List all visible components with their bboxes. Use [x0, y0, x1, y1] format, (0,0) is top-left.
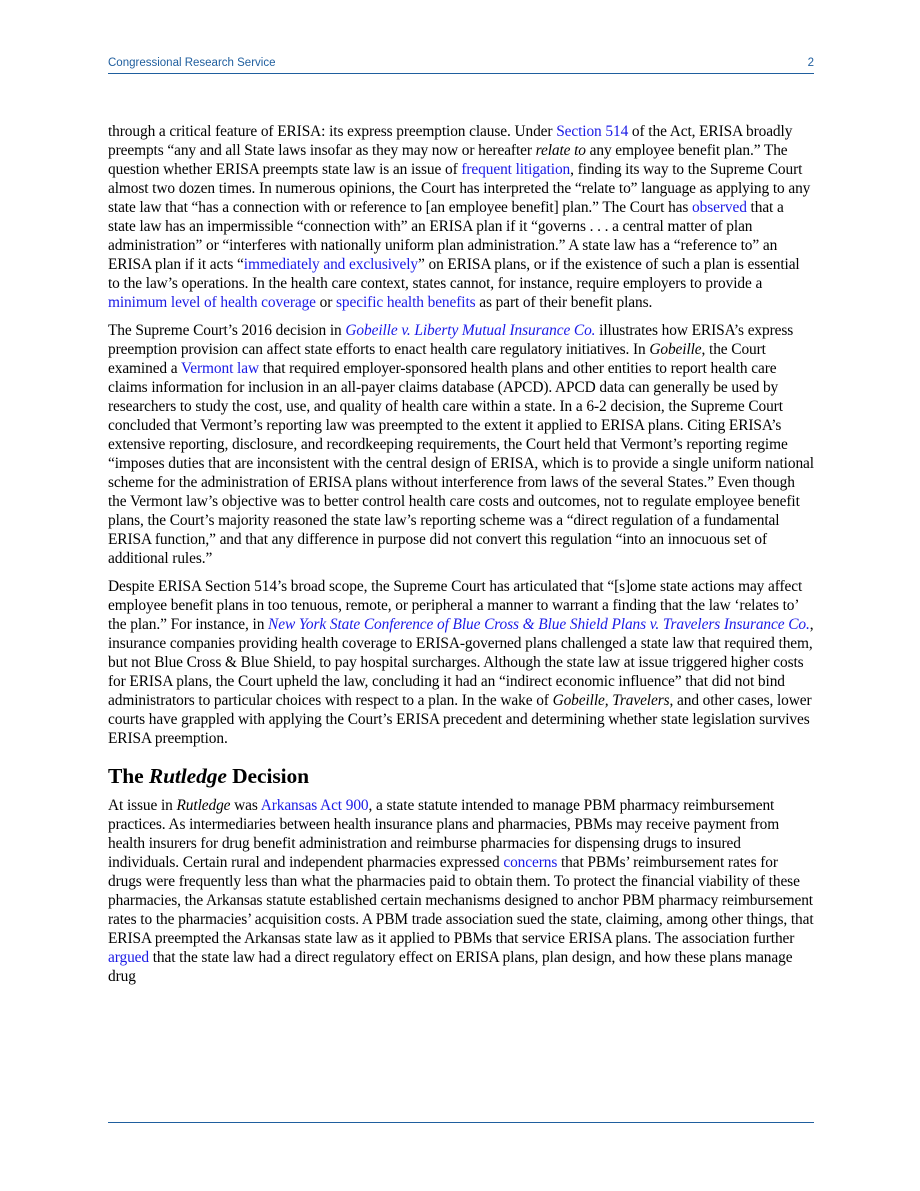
paragraph-rutledge [108, 796, 814, 986]
text-run: that required employer-sponsored health plans and other entities to report health care claims information for inclusion in an all-payer claims database (APCD). APCD data can generally be used by researchers to study the cost, use, and quality of health care within a state. In a 6-2 decision, the Supreme Court concluded that Vermont’s reporting law was preempted to the extent it applied to ERISA plans. Citing ERISA’s extensive reporting, disclosure, and recordkeeping requirements, the Court held that Vermont’s reporting regime “imposes duties that are inconsistent with the central design of ERISA, which is to provide a single uniform national scheme for the administration of ERISA plans without interference from laws of the several States.” Even though the Vermont law’s objective was to better control health care costs and outcomes, not to regulate employee benefit plans, the Court’s majority reasoned the state law’s reporting scheme was a “direct regulation of a fundamental ERISA function,” and that any difference in purpose did not convert this regulation “into an innocuous set of additional rules.” [108, 360, 814, 567]
link-specific-health-benefits[interactable]: specific health benefits [336, 294, 476, 311]
header-org: Congressional Research Service [108, 57, 276, 69]
heading-text: The [108, 764, 149, 788]
italic-run: New York State Conference of Blue Cross & Blue Shield Plans v. Travelers Insurance Co. [268, 616, 810, 633]
text-run: ” on ERISA plans, or if the existence of such a plan is essential to the law’s operations. In the health care context, states cannot, for instance, require employers to provide a [108, 256, 800, 292]
text-run: Despite ERISA Section 514’s broad scope, the Supreme Court has articulated that “[s]ome state actions may affect employee benefit plans in too tenuous, remote, or peripheral a manner to warrant a finding that the law ‘relates to’ the plan.” For instance, in [108, 578, 803, 633]
link-concerns[interactable]: concerns [503, 854, 558, 871]
italic-run: Gobeille, Travelers [552, 692, 670, 709]
link-minimum-level-of-health-coverage[interactable]: minimum level of health coverage [108, 294, 316, 311]
page-header [108, 57, 814, 69]
text-run: The Supreme Court’s 2016 decision in [108, 322, 346, 339]
heading-italic: Rutledge [148, 764, 227, 788]
text-run: through a critical feature of ERISA: its express preemption clause. Under [108, 123, 557, 140]
text-run: , insurance companies providing health coverage to ERISA-governed plans challenged a state law that required them, but not Blue Cross & Blue Shield, to pay hospital surcharges. Although the state law at issue triggered higher costs for ERISA plans, the Court upheld the law, concluding it had an “indirect economic influence” that did not bind administrators to particular choices with respect to a plan. In the wake of [108, 616, 814, 709]
paragraph-travelers [108, 577, 814, 748]
link-gobeille-case[interactable] [345, 322, 595, 339]
italic-run: relate to [535, 142, 586, 159]
text-run: , the Court examined a [108, 341, 766, 377]
text-run: that the state law had a direct regulatory effect on ERISA plans, plan design, and how these plans manage drug [108, 949, 793, 985]
text-run: illustrates how ERISA’s express preemption provision can affect state efforts to enact health care regulatory initiatives. In [108, 322, 794, 358]
link-frequent-litigation[interactable]: frequent litigation [461, 161, 571, 178]
footer-divider [108, 1122, 814, 1123]
page-number: 2 [807, 57, 814, 69]
text-run: any employee benefit plan.” The question whether ERISA preempts state law is an issue of [108, 142, 788, 178]
section-heading [108, 763, 814, 789]
link-immediately-and-exclusively[interactable]: immediately and exclusively [243, 256, 419, 273]
paragraph-erisa-preemption [108, 122, 814, 312]
text-run: or [315, 294, 337, 311]
text-run: At issue in [108, 797, 177, 814]
document-body [108, 122, 814, 995]
link-vermont-law[interactable]: Vermont law [180, 360, 259, 377]
link-arkansas-act-900[interactable]: Arkansas Act 900 [260, 797, 369, 814]
heading-text: Decision [226, 764, 309, 788]
text-run: was [230, 797, 261, 814]
link-argued[interactable]: argued [108, 949, 149, 966]
text-run: as part of their benefit plans. [475, 294, 653, 311]
text-run: , finding its way to the Supreme Court almost two dozen times. In numerous opinions, the Court has interpreted the “relate to” language as applying to any state law that “has a connection with or reference to [an employee benefit] plan.” The Court has [108, 161, 811, 216]
text-run: , and other cases, lower courts have grappled with applying the Court’s ERISA precedent and determining whether state legislation survives ERISA preemption. [108, 692, 812, 747]
header-divider [108, 73, 814, 74]
link-section-514[interactable]: Section 514 [556, 123, 629, 140]
text-run: , a state statute intended to manage PBM pharmacy reimbursement practices. As intermediaries between health insurance plans and pharmacies, PBMs may receive payment from health insurers for drug benefit administration and reimburse pharmacies for dispensing drugs to insured individuals. Certain rural and independent pharmacies expressed [108, 797, 780, 871]
link-observed[interactable]: observed [692, 199, 747, 216]
text-run: that a state law has an impermissible “connection with” an ERISA plan if it “governs . . . a central matter of plan administration” or “interferes with nationally uniform plan administration.” A state law has a “reference to” an ERISA plan if it acts “ [108, 199, 784, 273]
italic-run: Rutledge [176, 797, 231, 814]
text-run: that PBMs’ reimbursement rates for drugs were frequently less than what the pharmacies paid to obtain them. To protect the financial viability of these pharmacies, the Arkansas statute established certain mechanisms designed to anchor PBM pharmacy reimbursement rates to the pharmacies’ acquisition costs. A PBM trade association sued the state, claiming, among other things, that ERISA preempted the Arkansas state law as it applied to PBMs that service ERISA plans. The association further [108, 854, 814, 947]
link-travelers-case[interactable] [268, 616, 810, 633]
text-run: of the Act, ERISA broadly preempts “any and all State laws insofar as they may now or hereafter [108, 123, 793, 159]
paragraph-gobeille [108, 321, 814, 568]
italic-run: Gobeille [649, 341, 702, 358]
italic-run: Gobeille v. Liberty Mutual Insurance Co. [345, 322, 596, 339]
